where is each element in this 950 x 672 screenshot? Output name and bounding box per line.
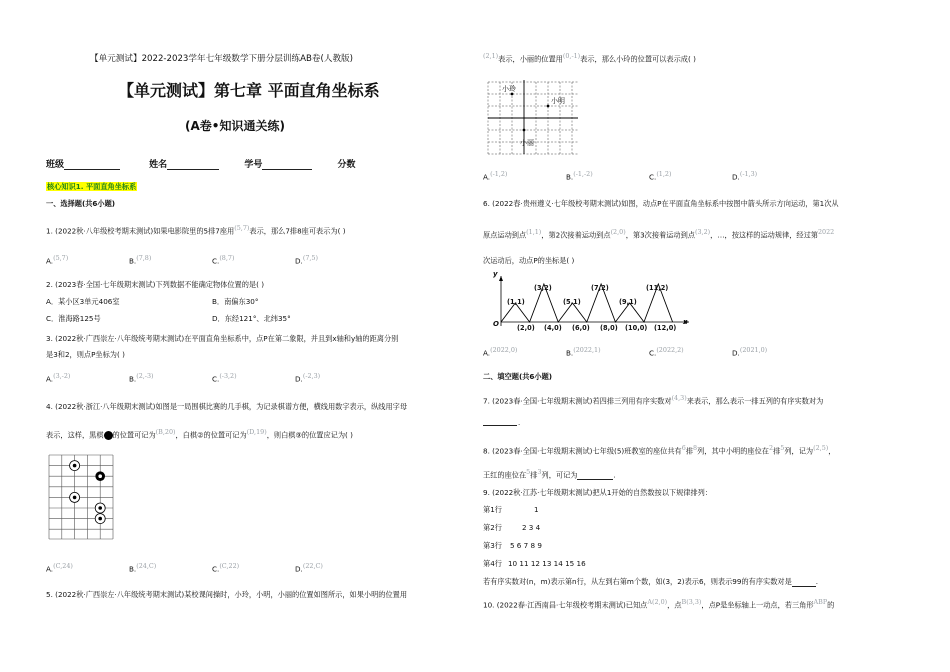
question-4-line2: 表示，这样，黑棋 的位置可记为$^{(B,20)}$，白棋②的位置可记为$^{(D,19)}$，则白棋⑨的位置应记为( ) — [46, 428, 353, 440]
question-6-line3: 次运动后，动点P的坐标是( ) — [483, 256, 575, 265]
name-blank[interactable] — [167, 161, 219, 170]
point-label: (1,1) — [507, 298, 525, 306]
q4-option-b[interactable]: B.$^{(24,C)}$ — [129, 562, 157, 574]
section-2-heading: 二、填空题(共6小题) — [483, 372, 553, 381]
go-board-figure — [48, 454, 114, 540]
q3-option-d[interactable]: D.$^{(-2,3)}$ — [295, 372, 321, 384]
question-6-line2: 原点运动到点$^{(1,1)}$，第2次接着运动到点$^{(2,0)}$，第3次接着运动到点$^{(3,2)}$，…，按这样的运动规律，经过第$^{2022}$ — [483, 228, 835, 240]
section-tag: 核心知识1. 平面直角坐标系 — [47, 182, 137, 191]
point-label: (6,0) — [572, 324, 590, 332]
question-3-line2: 是3和2，则点P坐标为( ) — [46, 350, 125, 359]
q9-row: 第2行 2 3 4 — [483, 523, 541, 532]
id-blank[interactable] — [262, 161, 312, 170]
point-label: (4,0) — [544, 324, 562, 332]
q9-row: 第3行 5 6 7 8 9 — [483, 541, 542, 550]
q5-option-b[interactable]: B.$^{(-1,-2)}$ — [566, 170, 593, 182]
score-label: 分数 — [337, 160, 356, 170]
point-label: (11,2) — [646, 284, 669, 292]
q2-option-a[interactable]: A．某小区3单元406室 — [46, 297, 120, 306]
origin-label: O — [493, 320, 499, 328]
id-label: 学号 — [244, 160, 263, 170]
q6-option-b[interactable]: B.$^{(2022,1)}$ — [566, 346, 601, 358]
y-axis-label: y — [493, 270, 498, 278]
point-label: (7,2) — [591, 284, 609, 292]
q6-option-a[interactable]: A.$^{(2022,0)}$ — [483, 346, 518, 358]
q3-option-b[interactable]: B.$^{(2,-3)}$ — [129, 372, 154, 384]
q1-option-b[interactable]: B.$^{(7,8)}$ — [129, 254, 152, 266]
label-xiaoling: 小玲 — [502, 85, 516, 93]
q7-answer-blank[interactable] — [483, 417, 517, 426]
question-4: 4. (2022秋·浙江·八年级期末测试)如图是一局围棋比赛的几手棋，为记录棋谱方便，横线用数字表示，纵线用字母 — [46, 402, 408, 411]
black-stone-icon — [104, 431, 113, 440]
point-label: (5,1) — [563, 298, 581, 306]
q3-option-c[interactable]: C.$^{(-3,2)}$ — [212, 372, 237, 384]
info-row — [46, 157, 355, 170]
q5-option-d[interactable]: D.$^{(-1,3)}$ — [732, 170, 758, 182]
q5-option-a[interactable]: A.$^{(-1,2)}$ — [483, 170, 508, 182]
q4-option-c[interactable]: C.$^{(C,22)}$ — [212, 562, 240, 574]
question-10: 10. (2022春·江西南昌·七年级校考期末测试)已知点$^{A(2,0)}$，点$^{B(3,3)}$，点P是坐标轴上一动点，若三角形$^{ABP}$的 — [483, 598, 835, 610]
question-8-line2: 王红的座位在$^5$排$^3$列，可记为 . — [483, 468, 616, 480]
q4-option-d[interactable]: D.$^{(22,C)}$ — [295, 562, 323, 574]
exam-header: 【单元测试】2022-2023学年七年级数学下册分层训练AB卷(人教版) — [90, 54, 353, 64]
question-5-cont: $^{(2,1)}$表示，小丽的位置用$^{(0,-1)}$表示，那么小玲的位置可以表示成( ) — [483, 52, 696, 64]
question-9-line2: 若有序实数对(n，m)表示第n行，从左到右第m个数，如(3，2)表示6，则表示99的有序实数对是 . — [483, 577, 819, 586]
label-xiaoming: 小明 — [551, 97, 565, 105]
question-1: 1. (2022秋·八年级校考期末测试)如果电影院里的5排7座用$^{(5,7)}$表示，那么7排8座可表示为( ) — [46, 224, 346, 236]
q9-answer-blank[interactable] — [792, 578, 816, 587]
class-label: 班级 — [46, 160, 65, 170]
x-axis-label: x — [683, 318, 688, 326]
label-xiaoli: 小丽 — [520, 139, 534, 147]
point-label: (12,0) — [654, 324, 677, 332]
point-label: (2,0) — [517, 324, 535, 332]
page-subtitle: (A卷•知识通关练) — [185, 119, 285, 133]
q4-option-a[interactable]: A.$^{(C,24)}$ — [46, 562, 73, 574]
q6-option-d[interactable]: D.$^{(2021,0)}$ — [732, 346, 768, 358]
right-column: $^{(2,1)}$表示，小丽的位置用$^{(0,-1)}$表示，那么小玲的位置可以表示成( ) 小玲 小明 小丽 A.$^{(-1,2)}$ B.$^{(-1,-2)}$ C.$^{(1,2)}$ D.$^{(-1,3)}$ 6. (2022春·贵州遵义·七年级校考期末测试)如图，动点P在平面直角坐标系中按图中箭头所示方向运动，第1次从 原点运动到点$^{(1,1)}$，第2次接着运动到点$^{(2,0)}$，第3次接着运动到点$^{(3,2)}$，…，按这样的运动规律，经过第$^{2022}$ 次运动后，动点P的坐标是( ) y x O (1,1) (3,2) (5,1) (7,2) (9,1) (11,2) (2,0) (4,0) (6,0) (8,0) (10,0) (12,0) A.$^{(2022,0)}$ B.$^{(2022,1)}$ C.$^{(2022,2)}$ D.$^{(2021,0)}$ 二、填空题(共6小题) 7. (2023春·全国·七年级期末测试)若四排三列用有序实数对$^{(4,3)}$来表示，那么表示一排五列的有序实数对为 . 8. (2023春·全国·七年级期末测试)七年级(5)班教室的座位共有$^6$排$^8$列，其中小明的座位在$^2$排$^5$列，记为$^{(2,5)}$， 王红的座位在$^5$排$^3$列，可记为 . 9. (2022秋·江苏·七年级期末测试)把从1开始的自然数按以下规律排列： 第1行 1 第2行 2 3 4 第3行 5 6 7 8 9 第4行 10 11 12 13 14 15 16 若有序实数对(n，m)表示第n行，从左到右第m个数，如(3，2)表示6，则表示99的有序实数对是 . 10. (2022春·江西南昌·七年级校考期末测试)已知点$^{A(2,0)}$，点$^{B(3,3)}$，点P是坐标轴上一动点，若三角形$^{ABP}$的 — [483, 52, 839, 610]
class-blank[interactable] — [64, 161, 120, 170]
q3-option-a[interactable]: A.$^{(3,-2)}$ — [46, 372, 71, 384]
q1-option-a[interactable]: A.$^{(5,7)}$ — [46, 254, 69, 266]
q5-option-c[interactable]: C.$^{(1,2)}$ — [649, 170, 672, 182]
q2-option-b[interactable]: B．南偏东30° — [212, 297, 259, 306]
q6-option-c[interactable]: C.$^{(2022,2)}$ — [649, 346, 684, 358]
q2-option-c[interactable]: C．淮海路125号 — [46, 314, 101, 323]
question-2: 2. (2023春·全国·七年级期末测试)下列数据不能确定物体位置的是( ) — [46, 280, 265, 289]
q1-option-d[interactable]: D.$^{(7,5)}$ — [295, 254, 318, 266]
question-5: 5. (2022秋·广西崇左·八年级统考期末测试)某校课间操时，小玲，小明，小丽的位置如图所示，如果小明的位置用 — [46, 590, 408, 599]
q9-row: 第4行 10 11 12 13 14 15 16 — [483, 559, 586, 568]
q1-option-c[interactable]: C.$^{(8,7)}$ — [212, 254, 235, 266]
formula: (5,7) — [234, 224, 250, 232]
point-label: (10,0) — [625, 324, 648, 332]
point-label: (9,1) — [619, 298, 637, 306]
question-7: 7. (2023春·全国·七年级期末测试)若四排三列用有序实数对$^{(4,3)}$来表示，那么表示一排五列的有序实数对为 — [483, 394, 824, 406]
point-label: (8,0) — [600, 324, 618, 332]
section-1-heading: 一、选择题(共6小题) — [46, 199, 116, 208]
page-title: 【单元测试】第七章 平面直角坐标系 — [118, 81, 380, 100]
q8-answer-blank[interactable] — [577, 471, 613, 480]
question-6: 6. (2022春·贵州遵义·七年级校考期末测试)如图，动点P在平面直角坐标系中按图中箭头所示方向运动，第1次从 — [483, 199, 839, 208]
point-label: (3,2) — [534, 284, 552, 292]
q9-row: 第1行 1 — [483, 505, 539, 514]
q2-option-d[interactable]: D．东经121°、北纬35° — [212, 314, 291, 323]
question-3: 3. (2022秋·广西崇左·八年级统考期末测试)在平面直角坐标系中，点P在第二象限，并且到x轴和y轴的距离分别 — [46, 334, 399, 343]
question-8: 8. (2023春·全国·七年级期末测试)七年级(5)班教室的座位共有$^6$排$^8$列，其中小明的座位在$^2$排$^5$列，记为$^{(2,5)}$， — [483, 444, 836, 456]
name-label: 姓名 — [149, 160, 168, 170]
question-9: 9. (2022秋·江苏·七年级期末测试)把从1开始的自然数按以下规律排列： — [483, 488, 713, 497]
